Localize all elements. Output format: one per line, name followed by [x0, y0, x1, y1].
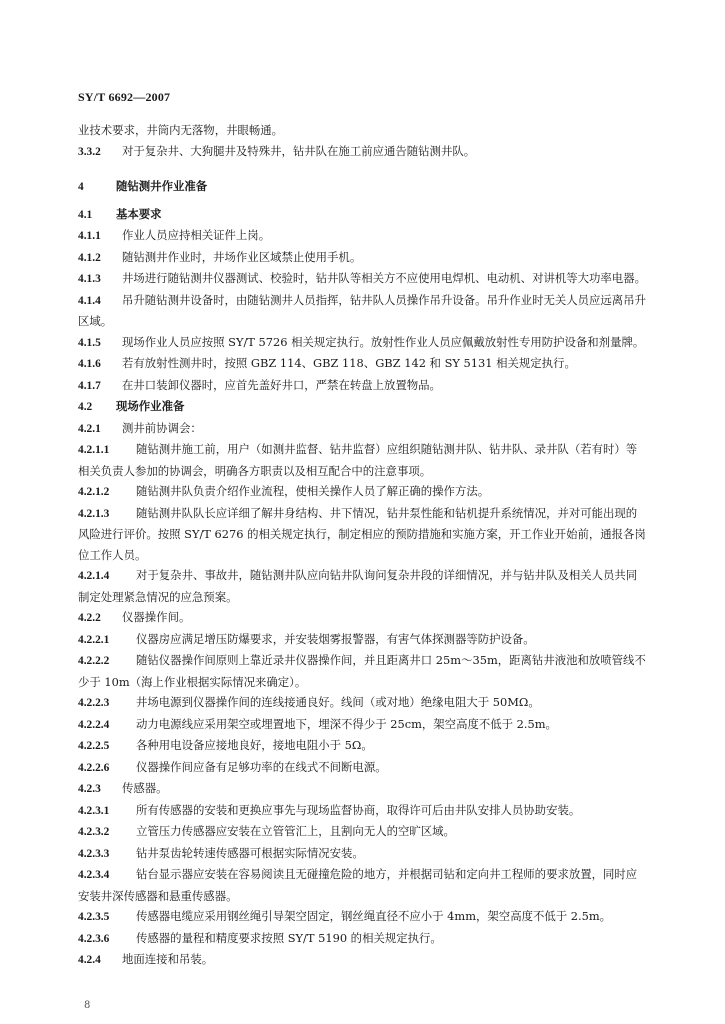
clause-text: 对于复杂井、大狗腿井及特殊井，钻井队在施工前应通告随钻测井队。 — [122, 143, 476, 158]
clause-number: 4.1.1 — [78, 230, 101, 242]
clause-text: 仪器操作间应备有足够功率的在线式不间断电源。 — [136, 759, 387, 774]
clause-text: 地面连接和吊装。 — [122, 952, 214, 966]
clause-number: 4.2.3.2 — [78, 826, 110, 838]
clause-paragraph — [78, 439, 646, 481]
clause-number: 4.2.3 — [78, 783, 101, 795]
clause-number: 4.2.3.3 — [78, 847, 110, 860]
clause-text: 随钻仪器操作间原则上靠近录井仪器操作间，并且距离井口 25m～35m，距离钻井液池和放喷管线不少于 10m（海上作业根据实际情况来确定）。 — [78, 653, 646, 689]
clause-number: 4.1.7 — [78, 379, 101, 392]
clause-number: 4.2.3.5 — [78, 911, 110, 923]
clause-paragraph — [78, 565, 646, 607]
clause-paragraph — [78, 692, 646, 714]
clause-paragraph — [78, 629, 646, 651]
clause-text: 业技术要求，井筒内无落物，井眼畅通。 — [78, 123, 284, 137]
clause-paragraph — [78, 757, 646, 779]
page-number: 8 — [84, 1000, 91, 1011]
clause-number: 4.2.1.2 — [78, 486, 110, 498]
document-body — [78, 120, 646, 971]
clause-paragraph — [78, 800, 646, 822]
clause-number: 4.2 — [78, 401, 93, 413]
section-heading — [78, 396, 646, 418]
clause-text: 作业人员应持相关证件上岗。 — [122, 228, 271, 242]
clause-text: 传感器的量程和精度要求按照 SY/T 5190 的相关规定执行。 — [136, 930, 442, 945]
clause-text: 随钻测井作业时，井场作业区域禁止使用手机。 — [122, 249, 362, 264]
clause-text: 现场作业人员应按照 SY/T 5726 相关规定执行。放射性作业人员应佩戴放射性专用防护设备和剂量牌。 — [122, 334, 645, 349]
clause-paragraph — [78, 949, 646, 971]
clause-paragraph — [78, 225, 646, 247]
clause-paragraph — [78, 481, 646, 503]
clause-number: 4.1.6 — [78, 358, 101, 370]
clause-text: 传感器电缆应采用钢丝绳引导架空固定，钢丝绳直径不应小于 4mm，架空高度不低于 2.5m。 — [136, 909, 612, 923]
clause-text: 立管压力传感器应安装在立管管汇上，且割向无人的空旷区域。 — [136, 824, 455, 838]
clause-text: 井场进行随钻测井仪器测试、校验时，钻井队等相关方不应使用电焊机、电动机、对讲机等大功率电器。 — [122, 271, 646, 285]
clause-text: 动力电源线应采用架空或埋置地下，埋深不得少于 25cm，架空高度不低于 2.5m。 — [136, 716, 557, 731]
clause-number: 4.2.2.5 — [78, 740, 110, 752]
clause-number: 4.2.2.6 — [78, 761, 110, 774]
standard-number: SY/T 6692—2007 — [78, 90, 171, 104]
clause-paragraph — [78, 418, 646, 440]
clause-number: 4.1.2 — [78, 251, 101, 264]
clause-paragraph — [78, 120, 646, 141]
clause-paragraph — [78, 906, 646, 928]
clause-number: 4.1.3 — [78, 273, 101, 285]
clause-text: 随钻测井队负责介绍作业流程，使相关操作人员了解正确的操作方法。 — [136, 484, 490, 498]
clause-paragraph — [78, 864, 646, 906]
clause-number: 4.2.2.1 — [78, 633, 110, 646]
clause-number: 3.3.2 — [78, 145, 101, 158]
clause-number: 4.1 — [78, 208, 93, 221]
clause-text: 各种用电设备应接地良好，接地电阻小于 5Ω。 — [136, 738, 373, 752]
clause-paragraph — [78, 778, 646, 800]
clause-text: 随钻测井队队长应详细了解井身结构、井下情况，钻井泵性能和钻机提升系统情况，并对可能出现的风险进行评价。按照 SY/T 6276 的相关规定执行，制定相应的预防措施和实施方案，开工作业开始前，通报各岗位工作人员。 — [78, 505, 646, 562]
clause-paragraph — [78, 353, 646, 375]
clause-paragraph — [78, 650, 646, 692]
clause-number: 4.1.5 — [78, 336, 101, 349]
clause-paragraph — [78, 607, 646, 629]
clause-number: 4.1.4 — [78, 294, 101, 307]
clause-number: 4.2.1.1 — [78, 444, 110, 456]
clause-text: 井场电源到仪器操作间的连线接通良好。线间（或对地）绝缘电阻大于 50MΩ。 — [136, 695, 540, 709]
clause-paragraph — [78, 290, 646, 332]
clause-text: 随钻测井作业准备 — [116, 179, 208, 193]
clause-text: 所有传感器的安装和更换应事先与现场监督协商，取得许可后由井队安排人员协助安装。 — [136, 802, 581, 817]
clause-text: 吊升随钻测井设备时，由随钻测井人员指挥，钻井队人员操作吊升设备。吊升作业时无关人员应远离吊升区域。 — [78, 292, 646, 328]
section-heading — [78, 204, 646, 226]
clause-number: 4.2.1.4 — [78, 570, 110, 582]
clause-text: 测井前协调会： — [122, 420, 202, 435]
clause-number: 4 — [78, 181, 84, 193]
clause-paragraph — [78, 141, 646, 163]
clause-paragraph — [78, 843, 646, 865]
clause-paragraph — [78, 247, 646, 269]
clause-paragraph — [78, 332, 646, 354]
clause-number: 4.2.2.3 — [78, 697, 110, 709]
section-heading — [78, 176, 646, 198]
clause-paragraph — [78, 821, 646, 843]
clause-text: 钻井泵齿轮转速传感器可根据实际情况安装。 — [136, 845, 364, 860]
clause-text: 现场作业准备 — [116, 399, 185, 413]
clause-paragraph — [78, 714, 646, 736]
clause-text: 仪器操作间。 — [122, 610, 191, 624]
clause-number: 4.2.3.4 — [78, 869, 110, 881]
clause-number: 4.2.3.1 — [78, 804, 110, 817]
clause-text: 对于复杂井、事故井，随钻测井队应向钻井队询问复杂井段的详细情况，并与钻井队及相关人员共同制定处理紧急情况的应急预案。 — [78, 568, 638, 604]
clause-paragraph — [78, 928, 646, 950]
clause-text: 随钻测井施工前，用户（如测井监督、钻井监督）应组织随钻测井队、钻井队、录井队（若有时）等相关负责人参加的协调会，明确各方职责以及相互配合中的注意事项。 — [78, 442, 638, 478]
clause-number: 4.2.2 — [78, 612, 101, 624]
clause-number: 4.2.2.2 — [78, 655, 110, 667]
clause-paragraph — [78, 268, 646, 290]
clause-text: 若有放射性测井时，按照 GBZ 114、GBZ 118、GBZ 142 和 SY 5131 相关规定执行。 — [122, 356, 576, 370]
clause-number: 4.2.4 — [78, 954, 101, 966]
clause-text: 钻台显示器应安装在容易阅读且无碰撞危险的地方，并根据司钻和定向井工程师的要求放置，同时应安装井深传感器和悬重传感器。 — [78, 867, 638, 903]
clause-paragraph — [78, 375, 646, 397]
clause-number: 4.2.3.6 — [78, 932, 110, 945]
clause-text: 基本要求 — [116, 206, 162, 221]
clause-number: 4.2.2.4 — [78, 718, 110, 731]
clause-number: 4.2.1 — [78, 422, 101, 435]
clause-paragraph — [78, 503, 646, 566]
clause-text: 仪器房应满足增压防爆要求，并安装烟雾报警器，有害气体探测器等防护设备。 — [136, 631, 535, 646]
clause-number: 4.2.1.3 — [78, 507, 110, 520]
clause-text: 在井口装卸仪器时，应首先盖好井口，严禁在转盘上放置物品。 — [122, 377, 441, 392]
clause-text: 传感器。 — [122, 781, 168, 795]
clause-paragraph — [78, 735, 646, 757]
